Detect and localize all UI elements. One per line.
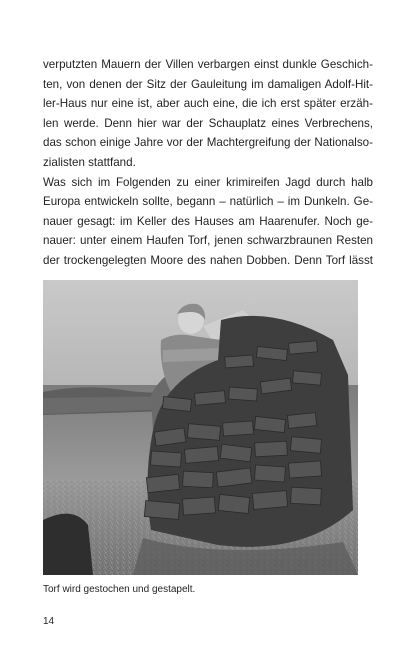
text-line: ten, von denen der Sitz der Gauleitung im damaligen Adolf-Hit- [43,77,373,91]
photo-illustration [43,280,358,575]
text-line: Was sich im Folgenden zu einer krimireifen Jagd durch halb [43,175,373,189]
text-line: nauer: unter einem Haufen Torf, jenen schwarzbraunen Resten [43,234,373,248]
text-line: nauer gesagt: im Keller des Hauses am Haarenufer. Noch ge- [43,214,373,228]
text-line: der trockengelegten Moore des nahen Dobben. Denn Torf lässt [43,253,373,267]
peat-stack-photo [43,280,358,575]
text-line: das schon einige Jahre vor der Machtergreifung der Nationalso- [43,136,373,150]
page-number: 14 [43,616,55,627]
body-text [43,55,373,271]
text-line: len werde. Denn hier war der Schauplatz eines Verbrechens, [43,116,373,130]
text-line: zialisten stattfand. [43,155,136,169]
photo-caption: Torf wird gestochen und gestapelt. [43,584,196,595]
text-line: Europa entwickeln sollte, begann – natürlich – im Dunkeln. Ge- [43,195,373,209]
text-line: ler-Haus nur eine ist, aber auch eine, die ich erst später erzäh- [43,97,373,111]
text-line: verputzten Mauern der Villen verbargen einst dunkle Geschich- [43,58,373,71]
